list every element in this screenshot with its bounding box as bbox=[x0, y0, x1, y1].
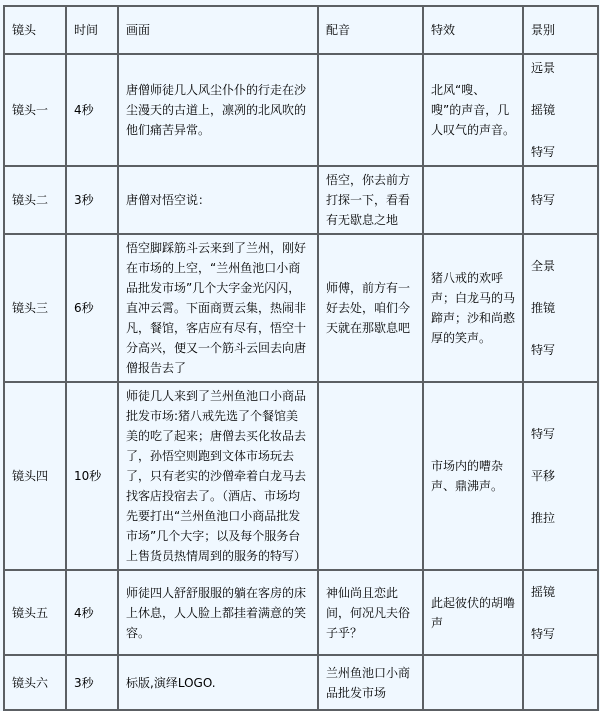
shot-effects bbox=[423, 655, 523, 710]
shot-voiceover: 师傅，前方有一好去处，咱们今天就在那歇息吧 bbox=[318, 234, 423, 382]
shot-label: 镜头六 bbox=[4, 655, 66, 710]
shot-time: 10秒 bbox=[66, 382, 118, 570]
header-voiceover: 配音 bbox=[318, 6, 423, 54]
shot-picture: 师徒四人舒舒服服的躺在客房的床上休息，人人脸上都挂着满意的笑容。 bbox=[118, 570, 318, 655]
shot-scene-types bbox=[523, 655, 598, 710]
scene-type-item: 特写 bbox=[531, 145, 556, 159]
shot-scene-types bbox=[523, 54, 598, 166]
shot-voiceover: 神仙尚且恋此间，何况凡夫俗子乎？ bbox=[318, 570, 423, 655]
table-row-shot3 bbox=[4, 234, 598, 382]
storyboard-page bbox=[0, 5, 600, 700]
shot-label: 镜头五 bbox=[4, 570, 66, 655]
scene-type-item: 平移 bbox=[531, 469, 556, 483]
shot-effects bbox=[423, 166, 523, 234]
scene-type-item: 推拉 bbox=[531, 511, 556, 525]
shot-time: 3秒 bbox=[66, 166, 118, 234]
shot-effects: 市场内的嘈杂声、鼎沸声。 bbox=[423, 382, 523, 570]
shot-label: 镜头四 bbox=[4, 382, 66, 570]
shot-picture: 唐僧师徒几人风尘仆仆的行走在沙尘漫天的古道上，凛冽的北风吹的他们痛苦异常。 bbox=[118, 54, 318, 166]
shot-picture: 标版,演绎LOGO. bbox=[118, 655, 318, 710]
shot-voiceover: 兰州鱼池口小商品批发市场 bbox=[318, 655, 423, 710]
shot-effects: 此起彼伏的胡噜声 bbox=[423, 570, 523, 655]
shot-label: 镜头三 bbox=[4, 234, 66, 382]
shot-label: 镜头一 bbox=[4, 54, 66, 166]
shot-time: 3秒 bbox=[66, 655, 118, 710]
header-shot: 镜头 bbox=[4, 6, 66, 54]
shot-picture: 悟空脚踩筋斗云来到了兰州，刚好在市场的上空，“兰州鱼池口小商品批发市场”几个大字金光闪闪，直冲云霄。下面商贾云集，热闹非凡，餐馆，客店应有尽有，悟空十分高兴，便又一个筋斗云回去向唐僧报告去了 bbox=[118, 234, 318, 382]
table-row-shot5 bbox=[4, 570, 598, 655]
shot-scene-types bbox=[523, 166, 598, 234]
scene-type-item: 推镜 bbox=[531, 301, 556, 315]
shot-time: 4秒 bbox=[66, 54, 118, 166]
header-row bbox=[4, 6, 598, 54]
table-row-shot4 bbox=[4, 382, 598, 570]
table-row-shot6 bbox=[4, 655, 598, 710]
header-time: 时间 bbox=[66, 6, 118, 54]
storyboard-table bbox=[3, 5, 599, 711]
header-scene-type: 景别 bbox=[523, 6, 598, 54]
scene-type-item: 特写 bbox=[531, 427, 556, 441]
header-picture: 画面 bbox=[118, 6, 318, 54]
scene-type-item: 特写 bbox=[531, 626, 556, 641]
scene-type-item: 摇镜 bbox=[531, 584, 556, 599]
scene-type-item: 特写 bbox=[531, 193, 556, 207]
header-effects: 特效 bbox=[423, 6, 523, 54]
scene-type-item: 远景 bbox=[531, 61, 556, 75]
table-row-shot1 bbox=[4, 54, 598, 166]
shot-effects: 北风“嗖、嗖”的声音，几人叹气的声音。 bbox=[423, 54, 523, 166]
shot-time: 6秒 bbox=[66, 234, 118, 382]
scene-type-item: 特写 bbox=[531, 343, 556, 357]
shot-voiceover: 悟空，你去前方打探一下，看看有无歇息之地 bbox=[318, 166, 423, 234]
shot-voiceover bbox=[318, 382, 423, 570]
scene-type-item: 全景 bbox=[531, 259, 556, 273]
shot-picture: 师徒几人来到了兰州鱼池口小商品批发市场:猪八戒先选了个餐馆美美的吃了起来；唐僧去买化妆品去了，孙悟空则跑到文体市场玩去了，只有老实的沙僧牵着白龙马去找客店投宿去了。（酒店、市场均先要打出“兰州鱼池口小商品批发市场”几个大字；以及每个服务台上售货员热情周到的服务的特写） bbox=[118, 382, 318, 570]
shot-picture: 唐僧对悟空说： bbox=[118, 166, 318, 234]
shot-effects: 猪八戒的欢呼声；白龙马的马蹄声；沙和尚憨厚的笑声。 bbox=[423, 234, 523, 382]
scene-type-item: 摇镜 bbox=[531, 103, 556, 117]
shot-scene-types bbox=[523, 570, 598, 655]
shot-voiceover bbox=[318, 54, 423, 166]
shot-label: 镜头二 bbox=[4, 166, 66, 234]
shot-time: 4秒 bbox=[66, 570, 118, 655]
table-row-shot2 bbox=[4, 166, 598, 234]
shot-scene-types bbox=[523, 382, 598, 570]
shot-scene-types bbox=[523, 234, 598, 382]
